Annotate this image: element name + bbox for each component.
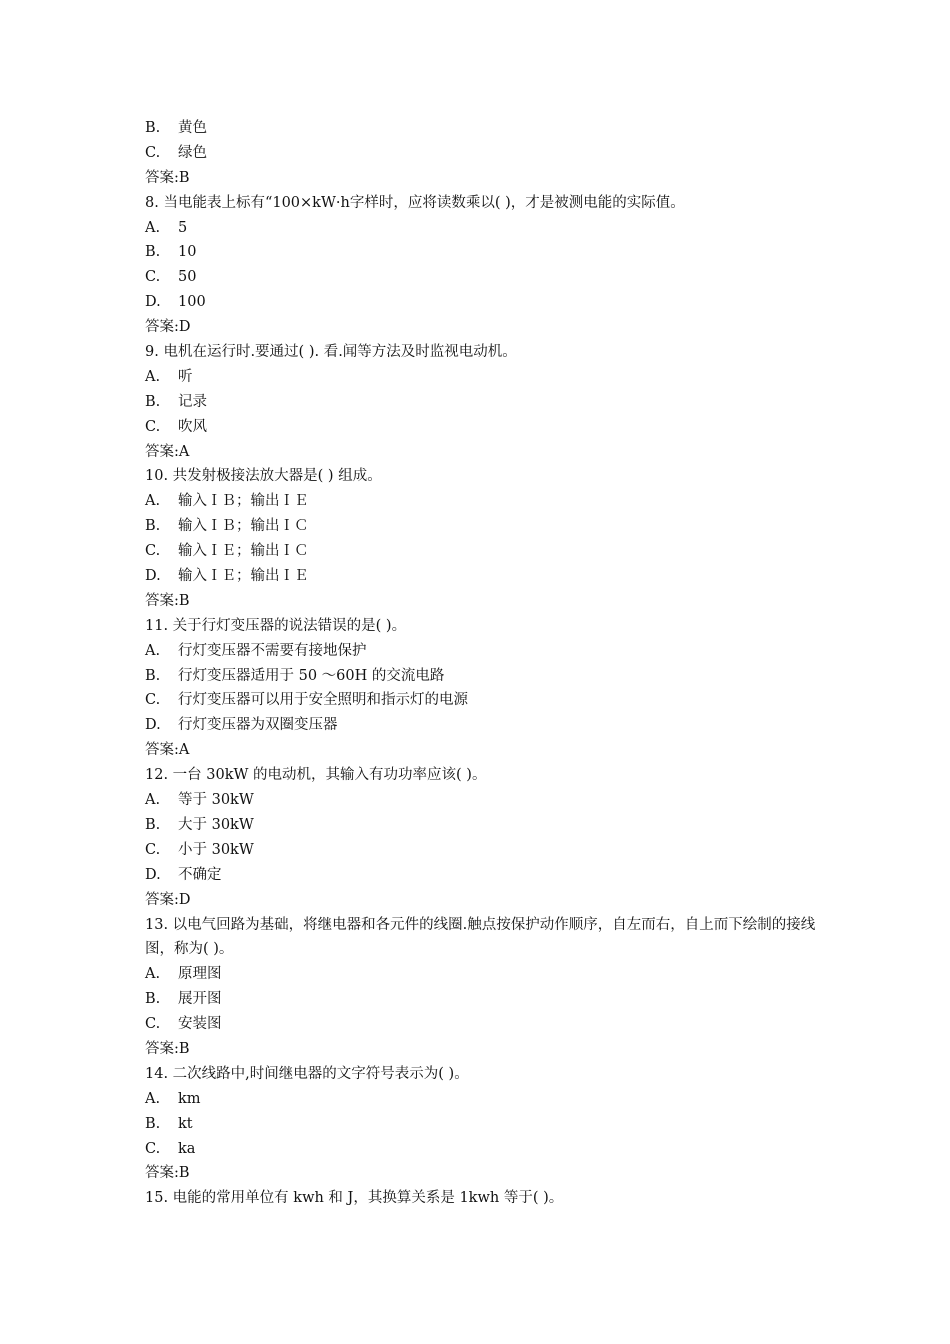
option-text: 输入ＩＥ；输出ＩＣ bbox=[178, 543, 309, 560]
option-label: B. bbox=[145, 518, 161, 535]
answer-option bbox=[145, 365, 825, 390]
answer-option bbox=[145, 962, 825, 987]
option-text: 大于 30kW bbox=[178, 816, 254, 833]
answer-key: 答案:A bbox=[145, 443, 190, 460]
answer-option bbox=[145, 216, 825, 241]
option-text: 听 bbox=[178, 368, 193, 385]
option-text: 输入ＩＥ；输出ＩＥ bbox=[178, 568, 309, 585]
question-text: 14. 二次线路中,时间继电器的文字符号表示为( )。 bbox=[145, 1065, 469, 1082]
option-text: 原理图 bbox=[178, 966, 222, 983]
answer-option bbox=[145, 1087, 825, 1112]
option-label: A. bbox=[145, 792, 161, 809]
option-text: 5 bbox=[178, 219, 188, 236]
option-label: B. bbox=[145, 667, 161, 684]
option-text: 10 bbox=[178, 244, 197, 261]
option-label: B. bbox=[145, 991, 161, 1008]
answer-option bbox=[145, 290, 825, 315]
option-label: B. bbox=[145, 120, 161, 136]
option-text: 小于 30kW bbox=[178, 841, 254, 858]
answer-key: 答案:B bbox=[145, 169, 190, 186]
answer-option bbox=[145, 713, 825, 738]
option-text: 50 bbox=[178, 269, 197, 286]
question-text: 10. 共发射极接法放大器是( ) 组成。 bbox=[145, 468, 382, 485]
option-label: C. bbox=[145, 418, 161, 435]
answer-option bbox=[145, 688, 825, 713]
option-text: 记录 bbox=[178, 393, 207, 410]
option-label: A. bbox=[145, 966, 161, 983]
option-text: 100 bbox=[178, 294, 206, 311]
option-text: 黄色 bbox=[178, 120, 207, 136]
question-text: 8. 当电能表上标有“100×kW·h字样时，应将读数乘以( )，才是被测电能的实际值。 bbox=[145, 194, 685, 211]
answer-key: 答案:A bbox=[145, 742, 190, 759]
option-label: A. bbox=[145, 642, 161, 659]
answer-key: 答案:D bbox=[145, 891, 191, 908]
question-text: 12. 一台 30kW 的电动机，其输入有功功率应该( )。 bbox=[145, 767, 487, 784]
answer-option bbox=[145, 240, 825, 265]
answer-option bbox=[145, 390, 825, 415]
answer-option bbox=[145, 1137, 825, 1162]
question-text: 9. 电机在运行时.要通过( ). 看.闻等方法及时监视电动机。 bbox=[145, 344, 517, 361]
document-page bbox=[145, 116, 825, 1211]
option-label: C. bbox=[145, 1140, 161, 1157]
question-text: 13. 以电气回路为基础，将继电器和各元件的线圈.触点按保护动作顺序，自左而右，自上而下绘制的接线图，称为( )。 bbox=[145, 916, 816, 958]
option-label: C. bbox=[145, 1016, 161, 1033]
option-label: A. bbox=[145, 1090, 161, 1107]
option-text: 不确定 bbox=[178, 866, 222, 883]
answer-option bbox=[145, 863, 825, 888]
option-text: ka bbox=[178, 1140, 196, 1157]
option-label: A. bbox=[145, 368, 161, 385]
option-label: B. bbox=[145, 244, 161, 261]
option-label: D. bbox=[145, 717, 161, 734]
option-text: 行灯变压器可以用于安全照明和指示灯的电源 bbox=[178, 692, 468, 709]
option-text: 绿色 bbox=[178, 144, 207, 161]
answer-option bbox=[145, 1012, 825, 1037]
answer-key: 答案:D bbox=[145, 319, 191, 336]
answer-option bbox=[145, 639, 825, 664]
option-text: 行灯变压器为双圈变压器 bbox=[178, 717, 338, 734]
option-text: km bbox=[178, 1090, 201, 1107]
answer-option bbox=[145, 489, 825, 514]
option-text: kt bbox=[178, 1115, 193, 1132]
answer-option bbox=[145, 664, 825, 689]
option-text: 行灯变压器适用于 50 ～60H 的交流电路 bbox=[178, 667, 445, 684]
answer-key: 答案:B bbox=[145, 592, 190, 609]
answer-key: 答案:B bbox=[145, 1040, 190, 1057]
option-label: D. bbox=[145, 866, 161, 883]
option-label: C. bbox=[145, 692, 161, 709]
option-text: 等于 30kW bbox=[178, 792, 254, 809]
option-text: 行灯变压器不需要有接地保护 bbox=[178, 642, 367, 659]
option-label: A. bbox=[145, 493, 161, 510]
option-text: 安装图 bbox=[178, 1016, 222, 1033]
answer-option bbox=[145, 838, 825, 863]
option-text: 输入ＩＢ；输出ＩＣ bbox=[178, 518, 309, 535]
answer-option bbox=[145, 788, 825, 813]
option-label: D. bbox=[145, 568, 161, 585]
option-label: C. bbox=[145, 543, 161, 560]
answer-option bbox=[145, 415, 825, 440]
option-label: B. bbox=[145, 816, 161, 833]
answer-option bbox=[145, 265, 825, 290]
answer-option bbox=[145, 813, 825, 838]
question-text: 11. 关于行灯变压器的说法错误的是( )。 bbox=[145, 617, 407, 634]
answer-option bbox=[145, 564, 825, 589]
option-text: 吹风 bbox=[178, 418, 207, 435]
answer-option bbox=[145, 141, 825, 166]
answer-option bbox=[145, 116, 825, 141]
option-label: D. bbox=[145, 294, 161, 311]
answer-option bbox=[145, 1112, 825, 1137]
option-label: B. bbox=[145, 1115, 161, 1132]
answer-option bbox=[145, 987, 825, 1012]
option-label: A. bbox=[145, 219, 161, 236]
option-label: B. bbox=[145, 393, 161, 410]
question-text: 15. 电能的常用单位有 kwh 和 J，其换算关系是 1kwh 等于( )。 bbox=[145, 1190, 564, 1207]
option-text: 输入ＩＢ；输出ＩＥ bbox=[178, 493, 309, 510]
option-label: C. bbox=[145, 841, 161, 858]
option-label: C. bbox=[145, 269, 161, 286]
option-label: C. bbox=[145, 144, 161, 161]
answer-option bbox=[145, 539, 825, 564]
option-text: 展开图 bbox=[178, 991, 222, 1008]
answer-option bbox=[145, 514, 825, 539]
answer-key: 答案:B bbox=[145, 1165, 190, 1182]
